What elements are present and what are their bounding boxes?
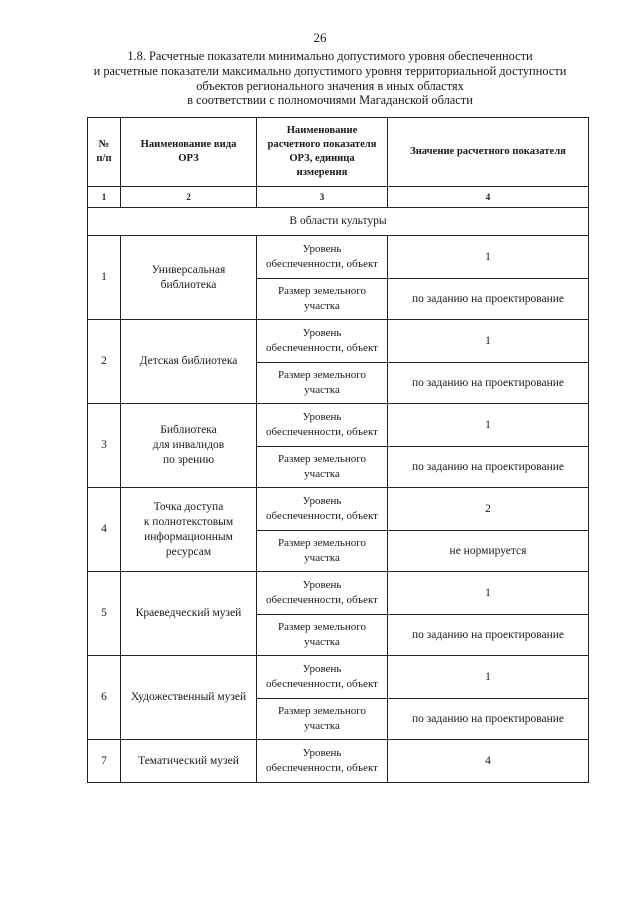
indicator-level: Уровень обеспеченности, объект [257, 740, 388, 783]
object-name-line: ресурсам [165, 545, 212, 558]
header-name: Наименование вида ОРЗ [121, 118, 257, 187]
indicator-level: Уровень обеспеченности, объект [257, 656, 388, 699]
section-row [88, 208, 589, 236]
level-value: 1 [388, 656, 589, 699]
page-number: 26 [313, 30, 327, 45]
table-row [88, 572, 589, 615]
row-number: 3 [88, 404, 121, 488]
indicator-land: Размер земельного участка [257, 279, 388, 320]
object-name-line: Универсальная [151, 263, 226, 276]
row-number: 6 [88, 656, 121, 740]
indicator-land: Размер земельного участка [257, 615, 388, 656]
level-value: 1 [388, 404, 589, 447]
table-row [88, 488, 589, 531]
object-name [121, 572, 257, 656]
object-name [121, 320, 257, 404]
row-number: 7 [88, 740, 121, 783]
table-row [88, 656, 589, 699]
land-value: не нормируется [388, 531, 589, 572]
object-name-line: по зрению [162, 454, 215, 466]
object-name-line: Точка доступа [153, 500, 224, 513]
land-value: по заданию на проектирование [388, 447, 589, 488]
indicator-land: Размер земельного участка [257, 531, 388, 572]
header-value: Значение расчетного показателя [388, 118, 589, 187]
object-name-line: к полнотекстовым [143, 515, 234, 528]
table-row [88, 404, 589, 447]
object-name-line: Детская библиотека [139, 355, 238, 367]
title-line: 1.8. Расчетные показатели минимально допустимого уровня обеспеченности [127, 49, 533, 63]
indicators-table [87, 117, 589, 783]
object-name [121, 740, 257, 783]
row-number: 5 [88, 572, 121, 656]
object-name-line: Художественный музей [130, 691, 247, 703]
land-value: по заданию на проектирование [388, 279, 589, 320]
object-name-line: Тематический музей [138, 754, 239, 767]
indicator-level: Уровень обеспеченности, объект [257, 404, 388, 447]
header-indicator: Наименование расчетного показателя ОРЗ, единица измерения [257, 118, 388, 187]
column-number: 3 [257, 187, 388, 208]
column-numbers-row [88, 187, 589, 208]
object-name-line: информационным [144, 530, 233, 543]
row-number: 2 [88, 320, 121, 404]
indicator-land: Размер земельного участка [257, 363, 388, 404]
object-name-line: Библиотека [160, 424, 217, 436]
row-number: 4 [88, 488, 121, 572]
object-name-line: для инвалидов [152, 439, 225, 451]
header-num: № п/п [88, 118, 121, 187]
section-label: В области культуры [88, 208, 589, 236]
object-name [121, 488, 257, 572]
level-value: 1 [388, 236, 589, 279]
level-value: 2 [388, 488, 589, 531]
table-row [88, 740, 589, 783]
table-header-row [88, 118, 589, 187]
level-value: 1 [388, 320, 589, 363]
indicator-land: Размер земельного участка [257, 447, 388, 488]
title-line: и расчетные показатели максимально допустимого уровня территориальной доступности [93, 63, 567, 78]
object-name [121, 404, 257, 488]
object-name-line: Краеведческий музей [135, 607, 242, 619]
level-value: 1 [388, 572, 589, 615]
level-value: 4 [388, 740, 589, 783]
indicator-level: Уровень обеспеченности, объект [257, 488, 388, 531]
object-name [121, 656, 257, 740]
land-value: по заданию на проектирование [388, 615, 589, 656]
column-number: 4 [388, 187, 589, 208]
land-value: по заданию на проектирование [388, 363, 589, 404]
table-row [88, 236, 589, 279]
table-body [88, 236, 589, 783]
indicator-level: Уровень обеспеченности, объект [257, 236, 388, 279]
column-number: 1 [88, 187, 121, 208]
land-value: по заданию на проектирование [388, 699, 589, 740]
table-row [88, 320, 589, 363]
row-number: 1 [88, 236, 121, 320]
indicator-level: Уровень обеспеченности, объект [257, 572, 388, 615]
object-name-line: библиотека [160, 278, 217, 291]
section-title [60, 49, 600, 108]
column-number: 2 [121, 187, 257, 208]
object-name [121, 236, 257, 320]
indicator-land: Размер земельного участка [257, 699, 388, 740]
title-line: объектов регионального значения в иных областях [196, 78, 464, 93]
title-line: в соответствии с полномочиями Магаданской области [187, 93, 473, 108]
indicator-level: Уровень обеспеченности, объект [257, 320, 388, 363]
